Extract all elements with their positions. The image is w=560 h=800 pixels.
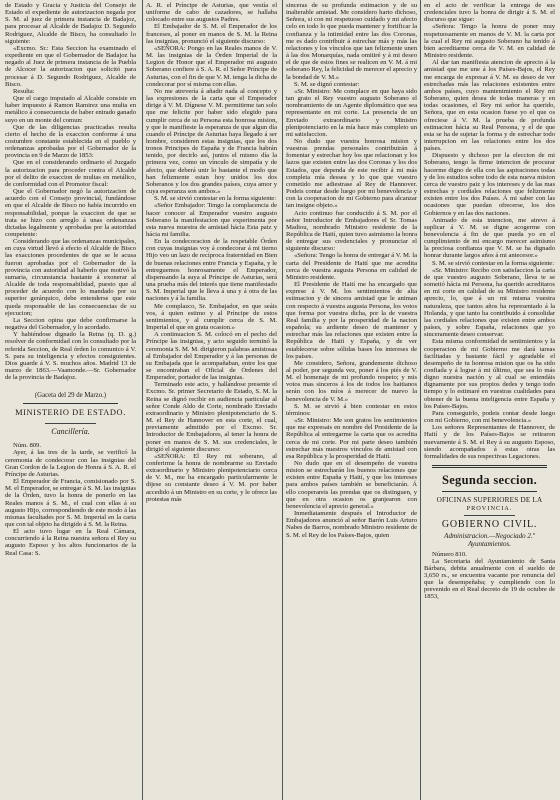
column-rule	[142, 0, 143, 800]
paragraph: Inmediatamente después el Introductor de Embajadores anunció al señor Barón Luis Arturo Nabes de Barros, nombrado Ministro residente de S. M. el Rey de los Países-Bajos, quien	[286, 510, 417, 539]
paragraph: en el acto de verificar la entrega de sus credenciales tuvo la honra de dirigir á S. M. el discurso que sigue:	[424, 2, 555, 24]
divider	[442, 491, 537, 492]
paragraph: Que de las diligencias practicadas resulta cierto el hecho de la exaccion conforme á una costumbre constante establecida en el pueblo y ordenanzas aprobadas por el Gobernador de la provincia en 9 de Marzo de 1853:	[5, 123, 136, 160]
speech-paragraph: No dudo que en el desempeño de vuestra mision se estrecharán los buenos relaciones que existen entre España y Haití, y que los intereses para ambos países también se beneficiarán. Á ello cooperareis las prendas que os distinguen, y que en otra ocasion os granjearon con benevolencia el aprecio general.»	[286, 460, 417, 510]
paragraph: «Excmo. Sr.: Esta Seccion ha examinado el expediente en que el Gobernador de Badajoz ha negado al Juez de primera instancia de la Puebla de Alcocer la autorizacion que solicitó para procesar á D. Segundo Rodriguez, Alcalde de Bisco.	[5, 44, 136, 88]
paragraph: A continuacion S. M. colocó en el pecho del Príncipe las insignias, y acto seguido terminó la ceremonia S. M. M. dirigieron palabras amistosas al Embajador del Emperador y á las personas de su Embajada que le acompañaban, entre los que se encontraban el Oficial de Órdenes del Emperador, portador de las insignias.	[146, 331, 277, 382]
speech-paragraph: Dispuesto y dichoso por la eleccion de mi Soberano, tengo la firme intencion de procurar hacerme digno de ella con las aspiraciones todas y de los estudios sobre todo de esta nueva mision cerca de vuestro paiz y los intereses y de las mas estrechas y cordiales relaciones que felizmente existen entre los dos Países. Á mi saber con las ocasiones que puedan ofrecerse, los dos Gobiernos y en las dos naciones.	[424, 152, 555, 217]
dateline: (Gaceta del 29 de Marzo.)	[34, 392, 107, 400]
speech-paragraph: «Señor Embajador: Tengo la complacencia de hacer conocer al Emperador vuestro augusto Soberano la manifestacion que experimenta por esta nueva muestra de amistad hácia Esta paiz y hácia mi familia.	[146, 202, 277, 238]
paragraph: Y habiéndose dignado la Reina (q. D. g.) resolver de conformidad con lo consultado por la referida Seccion, de Real órden lo comunico á V. S. para su inteligencia y efectos consiguientes. Dios guarde á V. S. muchos años. Madrid 13 de marzo de 1863.—Vaamonde.—Sr. Gobernador de la provincia de Badajoz.	[5, 331, 136, 382]
divider	[464, 515, 515, 516]
paragraph: Que el cargo imputado al Alcalde consiste en haber impuesto á Ramon Ramirez una multa en metálico á consecuencia de haber entrado ganado suyo en un monte del comun:	[5, 95, 136, 124]
column-rule	[420, 0, 421, 800]
speech-paragraph: «Sr. Ministro: Me complace en que haya sido tan grato el Rey vuestro augusto Soberano el nombramiento de un Agente diplomático que sea representante en mi corte. La presencia de un Enviado extraordinario y Ministro plenipotenciario en la mía hace más completo un mi satisfaccion.	[286, 87, 417, 138]
paragraph: Que en el considerando ordinario el Juzgado la autorizacion para proceder contra el Alcalde por el delito de exaccion de multas en metálico, de conformidad con el Promotor fiscal:	[5, 159, 136, 188]
speech-paragraph: «SEÑORA: Pongo en las Reales manos de V. M. las insignias de la Órden Imperial de la Legion de Honor que el Emperador mi augusto Soberano confiere á S. A. R. el Señor Príncipe de Asturias, con el fin de que V. M. tenga la dicha de condecorar por sí misma con ellas.	[146, 44, 277, 88]
paragraph: Los señores Representantes de Hannover, de Haití y de los Países-Bajos se retiraron nuevamente á S. M. el Rey á su augusto Esposo, siendo acompañados á estas otras las formalidades de sus respectivas Legaciones.	[424, 424, 555, 460]
paragraph: La Seccion opina que debe confirmarse la negativa del Gobernador, y lo acordado.	[5, 316, 136, 332]
speech-paragraph: «Señora: Tengo la honra de poner muy respetuosamente en manos de V. M. la carta por la cual el Rey mi augusto Soberano ha tenido á bien acreditarme cerca de V. M. en calidad de Ministro residente.	[424, 23, 555, 60]
chancery-heading: Cancillería.	[51, 427, 90, 437]
speech-paragraph: Animado de esta intencion, me atrevo á suplicar á V. M. se digne acogerme con benevolencia á fin de que pueda yo en el cumplimiento de mi encargo merecer asimismo la preciosa confianza que V. M. se ha dignado honrar durante largos años á mi antecesor.»	[424, 216, 555, 260]
paragraph: Considerando que las ordenanzas municipales, en cuya virtud llevó á efecto el Alcalde de Bisco las exacciones procedentes de que se le acusa fueron aprobadas por el Gobernador de la provincia con autoridad al haberlo que motivó la sumaria, circunstancia bastante á exonerar al Alcalde de toda responsabilidad, puesto que al proceder de acuerdo con lo mandado por su superior gerárquico, debe entenderse que este queda responsable de las consecuencias de su ejecucion;	[5, 238, 136, 317]
paragraph: S. M. se sirvió contestar en la forma siguiente:	[154, 195, 277, 203]
column-rule	[282, 0, 283, 800]
item-number: Número 810.	[432, 550, 467, 558]
paragraph: de Estado y Gracia y Justicia del Consejo de Estado el expediente de autorizacion negada por S. M. al juez de primera instancia de Badajoz, para procesar al Alcalde de Badajoz D. Segundo Rodriguez, Alcalde de Bisco, ha consultado lo siguiente:	[5, 2, 136, 45]
speech-paragraph: Me complazco, Sr. Embajador, en que seáis vos, á quien estimo y al Príncipe de estos sentimientos, y al cumplir cerca de S. M. Imperial el que en grata ocasion.»	[146, 302, 277, 332]
administration-heading: Administracion.—Negociado 2.º Ayuntamientos.	[444, 531, 535, 548]
speech-paragraph: Esta misma conformidad de sentimientos y la cooperacion de mi Gobierno me dará tareas facilitadas y bastante fácil y agradable el desempeño de tu honrosa mision que os ha sido confiada y á lograr á mi último, que sea lo más digno nuestra nación y al cual se entendáis dignamente por sus propios dedes y tengo todo tiempo y lo estimaré en vuestras cualidades para obtener de la buena inteligencia entre España y los Países-Bajos.	[424, 338, 555, 410]
section-title: Segunda seccion.	[441, 473, 538, 487]
paragraph: A. R. el Príncipe de Asturias, que vestía el uniforme de cabo de cazadores, se hallaba colocado entre sus augustos Padres.	[146, 2, 277, 24]
paragraph: El Emperador de Francia, comisionado por S. M. el Emperador, se entregar á S. M. las insignias de la Órden, tuvo la honra de ponerlo en las Reales manos á S. M., el cual con ellas á su augusto Hijo, correspondiendo de este modo á las mismas facultades por S. M. Imperial en la carta que con tal objeto ha dirigido á S. M. la Reina.	[5, 478, 136, 528]
paragraph: El acto tuvo lugar en la Real Cámara, concurriendo á la Reina nuestra señora el Rey su augusto Esposo y los altos funcionarios de la Real Casa: S.	[5, 528, 136, 557]
speech-paragraph: Me considero, Señora, grandemente dichoso al poder, por segunda vez, poner á los piés de V. M. el homenaje de mi profundo respeto; y mis votos mas sinceros á los de todos los haitianos serán con los míos á merecer de nuevo la benevolencia de V. M.»	[286, 359, 417, 403]
speech-paragraph: «Señora: Tengo la honra de entregar á V. M. la carta del Presidente de Haití que me acredita cerca de vuestra augusta Persona en calidad de Ministro residente.	[286, 252, 417, 281]
paragraph: S. M. se dignó contestar:	[294, 80, 360, 88]
column-1	[5, 2, 136, 800]
ministry-heading: MINISTERIO DE ESTADO.	[15, 408, 126, 418]
paragraph: La Secretaria del Ayuntamiento de Santa Bárbara, debita anualmente con el sueldo de 3,650 rs., se encuentra vacante por renuncia del que la desempeñaba; y cumpliendo con lo prevenido en el Real decreto de 19 de octubre de 1853,	[424, 557, 555, 601]
speech-paragraph: Para conseguirlo, podeis contar desde luego con mi Gobierno, con mi benevolencia.»	[424, 409, 555, 425]
paragraph: sinceras de su profunda estimacion y de su inalterable amistad. Me considero harto dichoso, Señora, si con mi respetuoso cuidado y mi afecto celo en todo lo que pueda mantener y fortificar la confianza y la intimidad entre las dos Coronas, me es dado contribuir á estrechar más y más las relaciones y los vínculos que tan felizmente unen á las dos Monarquías, nada omitiré y á mi deseo el de que de estos fines se realicen en V. M. á mi soberano Rey, la felicidad de merecer el aprecio y la bondad de V. M.»	[286, 2, 417, 81]
item-number: Núm. 809.	[13, 442, 41, 450]
speech-paragraph: Al dar tan manifiesta atencion de aprecio á la amistad que me une á los Países-Bajos, el Rey me encarga de expresar á V. M. su deseo de ver estrechadas más las relaciones existentes entre ambos países, cuyo mantenimiento el Rey mi Soberano, quien desea de todas maneras y en todas ocasiones, el Rey mi señor ha querido, Señora, que en esta ocasion fuese yo el que os ofreciese á V. M. la prueba de profunda estimacion hácia su Real Persona, y el de que esta se ha de sujetar la forma y de estrechar todo interrupcion en las relaciones entre los dos países.	[424, 59, 555, 153]
offices-heading: OFICINAS SUPERIORES DE LA	[436, 496, 543, 504]
paragraph: S. M. se sirvió á bien contestar en estos términos:	[286, 402, 417, 417]
speech-paragraph: No dudo que vuestra honrosa mision y vuestras prendas personales contribuirán á fomentar y estrechar hoy los que relacionan y los lazos que existen entre las dos Coronas y los dos Estados, que dependa de este recibir á mi más completa mía dessea y lo que que vuestro cometido me adiestrase al Rey de Hannover. Podeis contar desde luego por mi benevolencia y con la cooperacion de mi Gobierno para alcanzar tan insigne objeto.»	[286, 137, 417, 210]
section-divider	[432, 465, 547, 468]
paragraph: S. M. se sirvió contestar en la forma siguiente:	[432, 259, 555, 267]
column-4	[424, 2, 555, 800]
government-heading: GOBIERNO CIVIL.	[441, 518, 538, 530]
paragraph: Acto continuo fue conducido á S. M. por el señor Introductor de Embajadores el Sr. Tomas Madiou, nombrado Ministro residente de la República de Haití, quien tuvo asimismo la honra de entregar sus credenciales y pronunciar el siguiente discurso:	[286, 209, 417, 253]
divider	[23, 403, 118, 404]
speech-paragraph: En la condecoracion de la respetable Órden con cuyas insignias voy á condecorar á mi tierno Hijo veo un lazo de recíproca fraternidad en Bien de buenas relaciones entre Francia y España, y le entreguemos honrosamente el Emperador, dispensando la suya al Príncipe de Asturias, será una prueba más del interés que tiene manifestado S. M. Imperial que le lleva á una y á otra de las naciones y á la familia.	[146, 238, 277, 303]
paragraph: Que el Gobernador negó la autorizacion de acuerdo con el Consejo provincial, fundándose en que el Alcalde de Bisco no había incurrido en responsabilidad, porque la exaccion de que se trata se hizo con arreglo á unas ordenanzas dictadas legalmente y aprobadas por la autoridad competente:	[5, 188, 136, 238]
speech-paragraph: «SEÑORA: El Rey mi soberano, al conferirme la honra de nombrarme su Enviado extraordinario y Ministro plenipotenciario cerca de V. M., me ha encargado particularmente le dijese su constante deseo á V. M. por haber accedido á un Ministro en su corte, y le ofrece las protestas más	[146, 452, 277, 503]
speech-paragraph: «Sr. Ministro: Me son gratos los sentimientos que me expresais en nombre del Presidente de la República al entregarme la carta que os acredita cerca de mi corte. Por mi parte deseo también estrechar más nuestros vínculos de amistad con esa República y la prosperidad de Haití.	[286, 417, 417, 460]
speech-paragraph: «Sr. Ministro: Recibo con satisfaccion la carta de que vuestro augusto Soberano, lleva te se sometió hácia mi Persona, ha querido acreditaros en mi corte en calidad de su Ministro residente aprecio, lo, que á un mi misma vuestra naturaleza, que tantos años ha representado á la Holanda, y que tanto ha contribuido á consolidar las cordiales relaciones que existen entre ambos países, y sobre España, relaciones que yo sinceramente deseo conservar.	[424, 266, 555, 339]
column-3	[286, 2, 417, 800]
column-2	[146, 2, 277, 800]
paragraph: Ayer, á las tres de la tarde, se verificó la ceremonia de condecorar con las insignias del Gran Cordon de la Legion de Honra á S. A. R. el Príncipe de Asturias.	[5, 449, 136, 478]
paragraph: Resulta:	[13, 87, 35, 95]
speech-paragraph: No me atrevería á añadir nada al concepto y las expresiones de la carta que el Emperador dirige á V. M. Dígnese V. M. permitirme tan solo que me felicite por haber sido elegido para cumplir cerca de su Persona esta honrosa mision, y que le manifieste la esperanza de que algun día cuando el Príncipe de Asturias haya llegado á ser hombre, consideren estas insignias, que los dos tronos Principes de España y de Francia habrán tenido, por decirlo así, juntos el mismo día la primera vez, como un vínculo de simpatía y de afecto, que deberá unir lo bastante el modo que han felizmente estan hoy unidos los dos Soberanos y los dos grandes países, cuya amor y cuya esperanza son ambos.»	[146, 87, 277, 196]
paragraph: El Embajador de S. M. el Emperador de los franceses, al poner en manos de S. M. la Reina las insignias, pronunció el siguiente discurso:	[146, 23, 277, 45]
paragraph: Terminado este acto, y hallándose presente el Excmo. Sr. primer Secretario de Estado, S. M. la Reina se dignó recibir en audiencia particular al señor Conde Aldo de Corte, nombrado Enviado extraordinario y Ministro plenipotenciario de S. M. el Rey de Hannover en esta corte, el cual, previamente admitido por el Excmo. Sr. Introductor de Embajadores, al tener la honra de poner en manos de S. M. sus credenciales, le dirigió el siguiente discurso:	[146, 381, 277, 453]
province-heading: PROVINCIA.	[466, 504, 513, 512]
divider	[45, 423, 96, 424]
speech-paragraph: El Presidente de Haití me ha encargado que exprese á V. M. los sentimientos de alta estimacion y de sincera amistad que le animan con respecto á vuestra augusta Persona, los votos que forma por vuestra dicha, por la de vuestra Real familia y por la prosperidad de la nacion española; su ardiente deseo de mantener y estrechar más las relaciones que existen entre la República de Haití y España, y de ver establecerse sobre sólidas bases los intereses de los países.	[286, 281, 417, 360]
